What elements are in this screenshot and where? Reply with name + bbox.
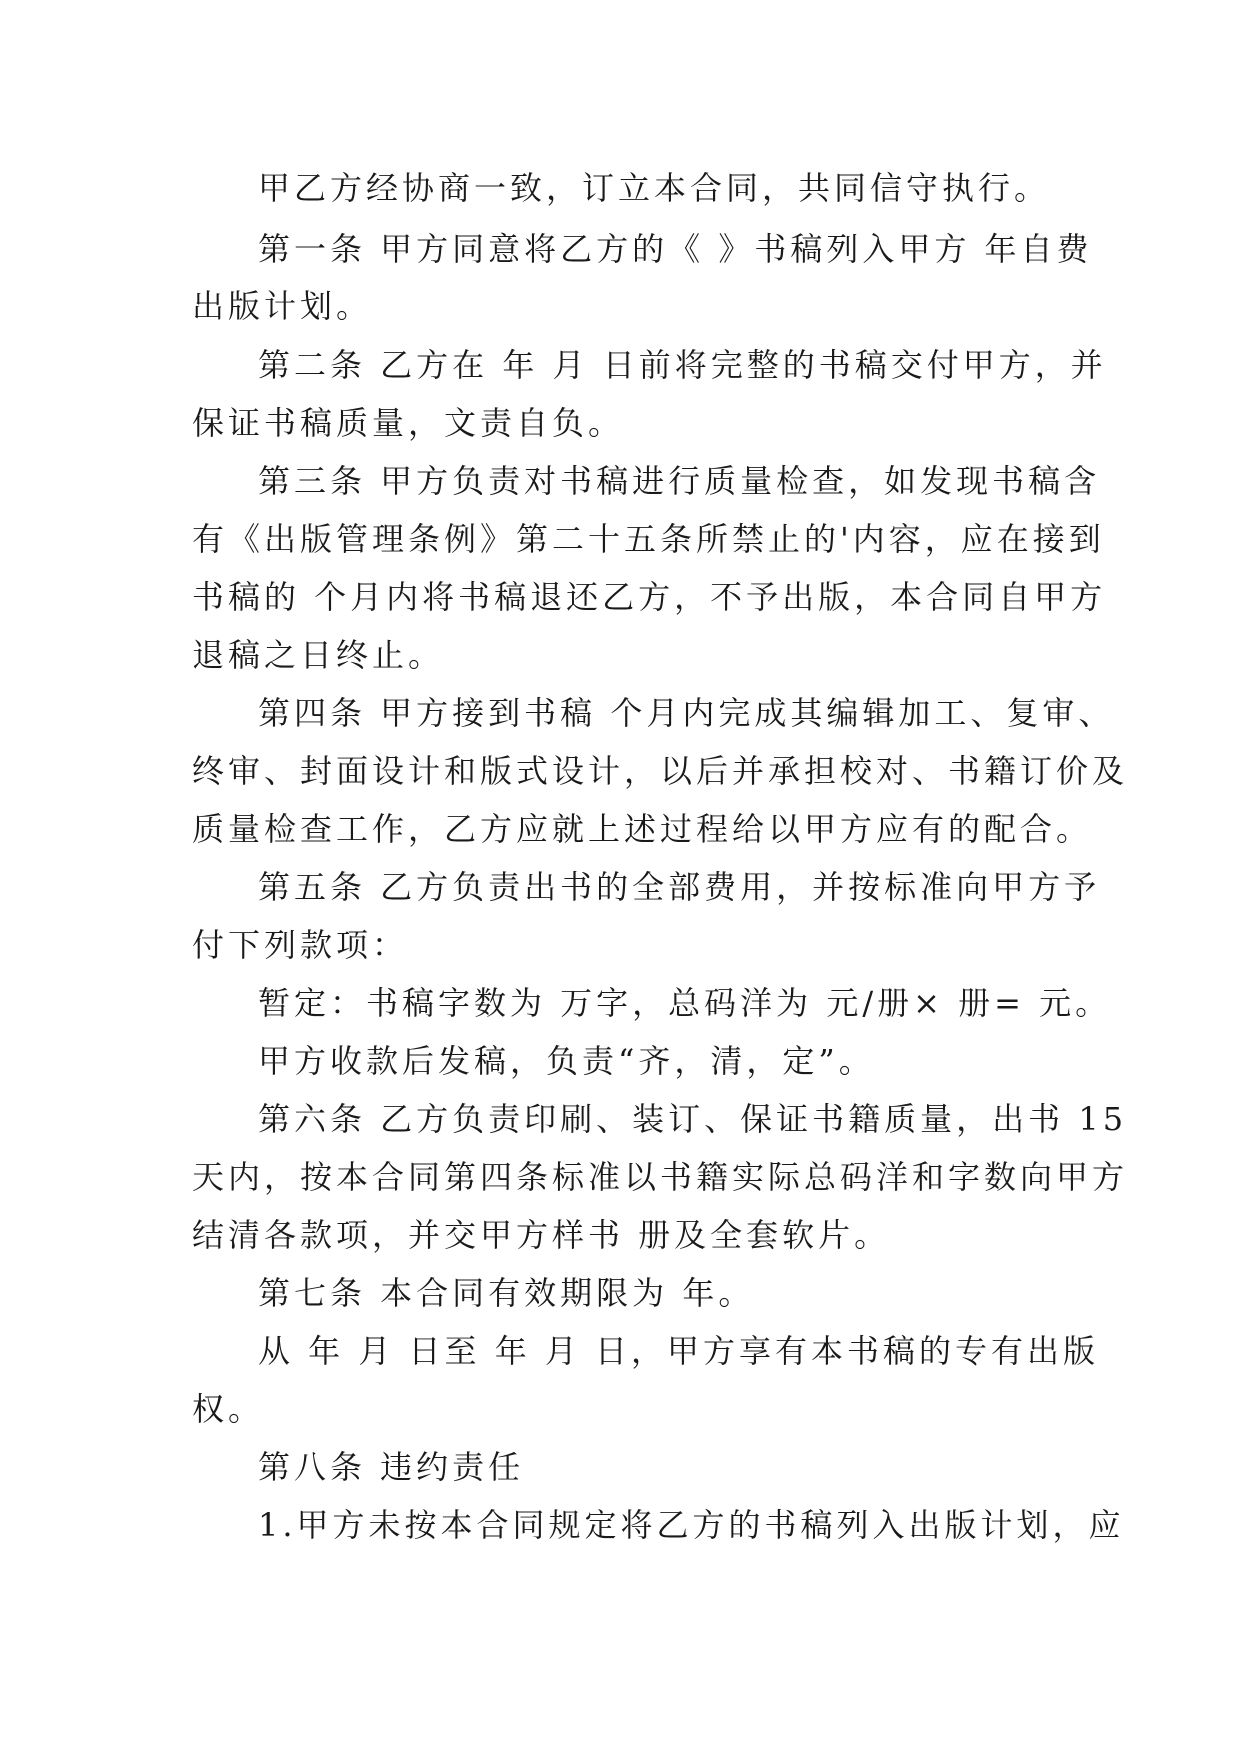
article-7-line-1: 第七条 本合同有效期限为 年。 <box>258 1274 755 1312</box>
article-7-period-line: 从 年 月 日至 年 月 日，甲方享有本书稿的专有出版 <box>258 1332 1100 1370</box>
article-8-clause-1: 1.甲方未按本合同规定将乙方的书稿列入出版计划，应 <box>258 1506 1125 1544</box>
article-1-line-1: 第一条 甲方同意将乙方的《 》书稿列入甲方 年自费 <box>258 230 1093 268</box>
article-5-line-2: 付下列款项： <box>192 926 409 964</box>
article-3-line-4: 退稿之日终止。 <box>192 636 445 674</box>
article-4-line-1: 第四条 甲方接到书稿 个月内完成其编辑加工、复审、 <box>258 694 1115 732</box>
article-4-line-2: 终审、封面设计和版式设计，以后并承担校对、书籍订价及 <box>192 752 1129 790</box>
paragraph-preamble: 甲乙方经协商一致，订立本合同，共同信守执行。 <box>258 169 1051 207</box>
article-4-line-3: 质量检查工作，乙方应就上述过程给以甲方应有的配合。 <box>192 810 1093 848</box>
article-3-line-1: 第三条 甲方负责对书稿进行质量检查，如发现书稿含 <box>258 462 1101 500</box>
article-5-payment-line: 暂定：书稿字数为 万字，总码洋为 元/册× 册= 元。 <box>258 984 1112 1022</box>
article-7-period-line-2: 权。 <box>192 1390 265 1428</box>
article-6-line-1: 第六条 乙方负责印刷、装订、保证书籍质量，出书 15 <box>258 1100 1128 1138</box>
article-5-line-1: 第五条 乙方负责出书的全部费用，并按标准向甲方予 <box>258 868 1101 906</box>
article-6-line-2: 天内，按本合同第四条标准以书籍实际总码洋和字数向甲方 <box>192 1158 1129 1196</box>
article-1-line-2: 出版计划。 <box>192 287 373 325</box>
article-6-line-3: 结清各款项，并交甲方样书 册及全套软片。 <box>192 1216 891 1254</box>
article-2-line-2: 保证书稿质量，文责自负。 <box>192 404 625 442</box>
article-5-release-line: 甲方收款后发稿，负责“齐，清，定”。 <box>258 1042 875 1080</box>
article-8-heading: 第八条 违约责任 <box>258 1448 525 1486</box>
article-2-line-1: 第二条 乙方在 年 月 日前将完整的书稿交付甲方，并 <box>258 346 1107 384</box>
article-3-line-3: 书稿的 个月内将书稿退还乙方，不予出版，本合同自甲方 <box>192 578 1107 616</box>
article-3-line-2: 有《出版管理条例》第二十五条所禁止的'内容，应在接到 <box>192 520 1105 558</box>
